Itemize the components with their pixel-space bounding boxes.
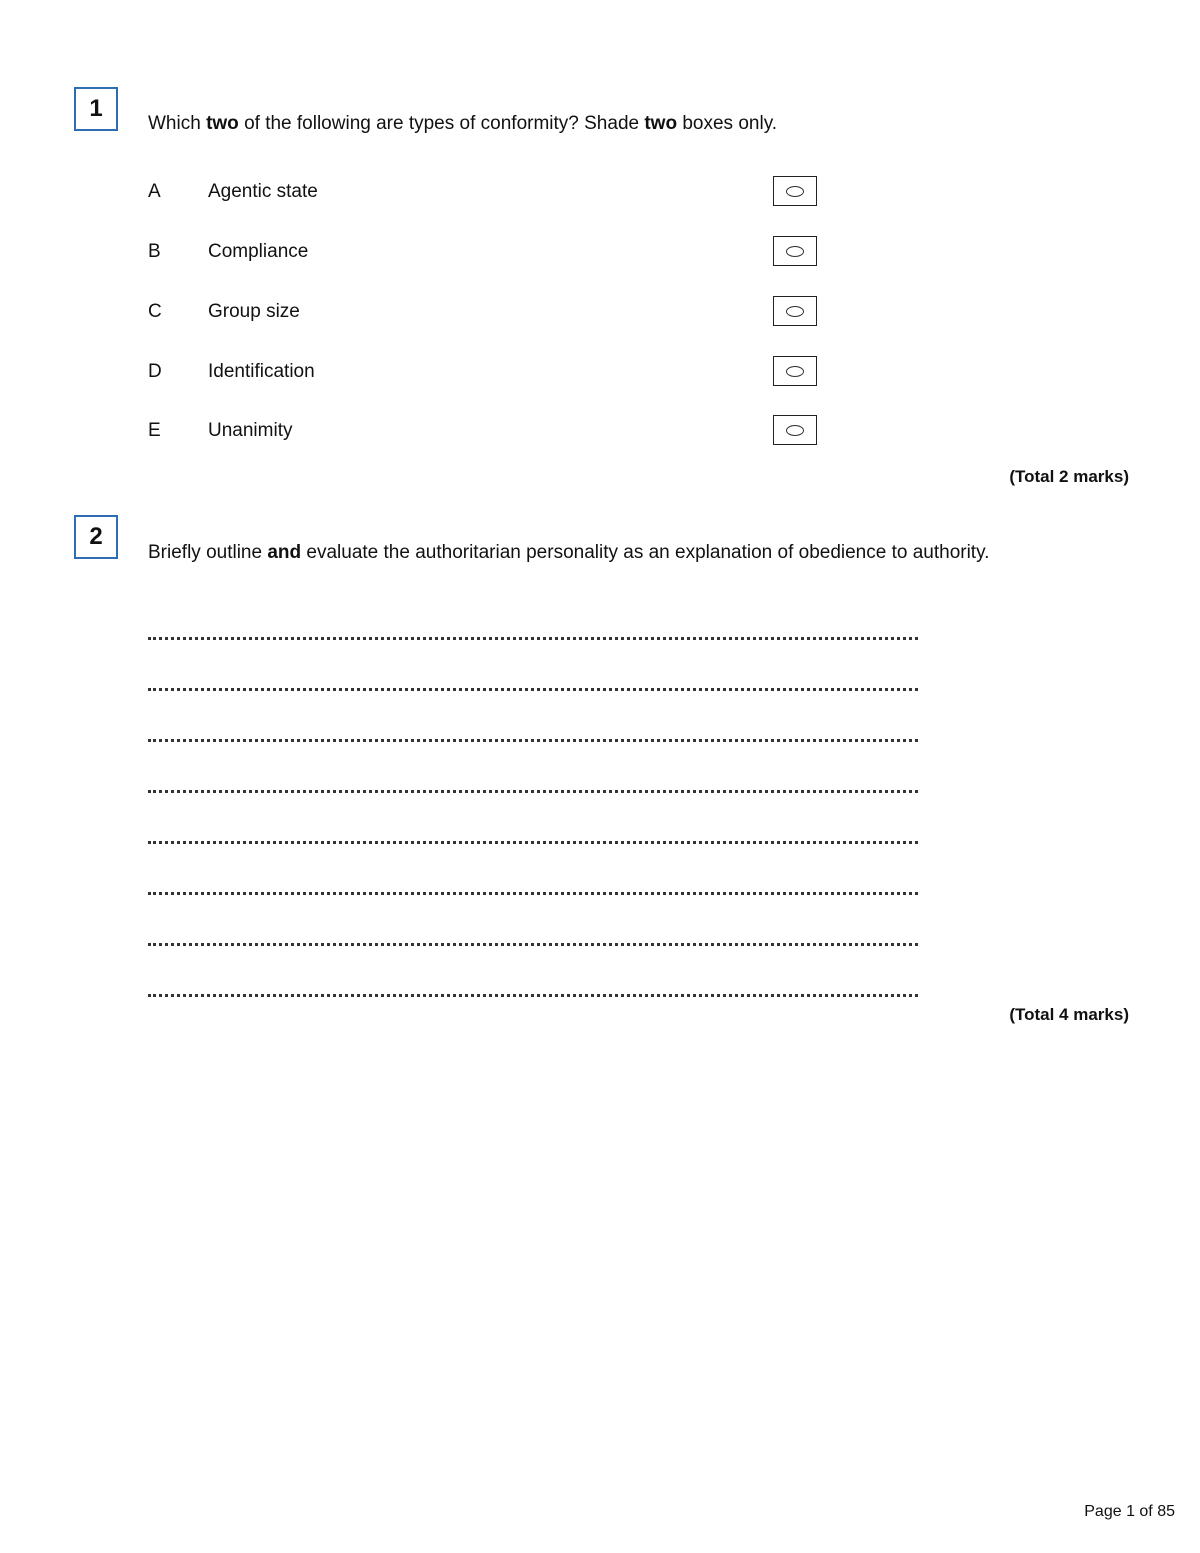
answer-line[interactable] — [148, 829, 918, 844]
question-2-total-marks: (Total 4 marks) — [1009, 1005, 1129, 1024]
question-1-prompt-part: Which — [148, 113, 207, 134]
option-label: Agentic state — [208, 181, 318, 202]
answer-box-b[interactable] — [773, 236, 817, 266]
oval-icon — [786, 306, 804, 317]
question-2-prompt-part: Briefly outline — [148, 542, 268, 563]
option-letter: E — [148, 420, 161, 441]
answer-box-a[interactable] — [773, 176, 817, 206]
question-1-prompt-emphasis: two — [644, 113, 678, 134]
answer-line[interactable] — [148, 727, 918, 742]
question-1-prompt-emphasis: two — [206, 113, 239, 134]
answer-line[interactable] — [148, 880, 918, 895]
answer-box-d[interactable] — [773, 356, 817, 386]
option-b — [148, 236, 828, 268]
oval-icon — [786, 425, 804, 436]
answer-line[interactable] — [148, 625, 918, 640]
answer-line[interactable] — [148, 676, 918, 691]
question-2-prompt-part: evaluate the authoritarian personality as an explanation of obedience to authority. — [301, 542, 990, 563]
option-label: Identification — [208, 361, 315, 382]
answer-line[interactable] — [148, 931, 918, 946]
option-letter: D — [148, 361, 162, 382]
question-2-number-box — [74, 515, 118, 559]
oval-icon — [786, 246, 804, 257]
answer-line[interactable] — [148, 778, 918, 793]
answer-box-e[interactable] — [773, 415, 817, 445]
option-letter: B — [148, 241, 161, 262]
question-1-prompt — [148, 110, 1048, 137]
question-1-number: 1 — [89, 95, 103, 122]
option-letter: C — [148, 301, 162, 322]
question-2-prompt — [148, 539, 1028, 566]
option-c — [148, 296, 828, 328]
option-label: Group size — [208, 301, 300, 322]
oval-icon — [786, 366, 804, 377]
question-2-number: 2 — [89, 523, 103, 550]
question-1-total-marks: (Total 2 marks) — [1009, 467, 1129, 486]
oval-icon — [786, 186, 804, 197]
question-2-prompt-emphasis: and — [267, 542, 302, 563]
question-1-prompt-part: of the following are types of conformity? Shade — [238, 113, 645, 134]
question-1-number-box — [74, 87, 118, 131]
page-number: Page 1 of 85 — [1084, 1503, 1175, 1520]
option-e — [148, 415, 828, 447]
question-1-prompt-part: boxes only. — [677, 113, 778, 134]
answer-line[interactable] — [148, 982, 918, 997]
option-letter: A — [148, 181, 161, 202]
option-a — [148, 176, 828, 208]
answer-box-c[interactable] — [773, 296, 817, 326]
option-d — [148, 356, 828, 388]
option-label: Unanimity — [208, 420, 293, 441]
option-label: Compliance — [208, 241, 309, 262]
